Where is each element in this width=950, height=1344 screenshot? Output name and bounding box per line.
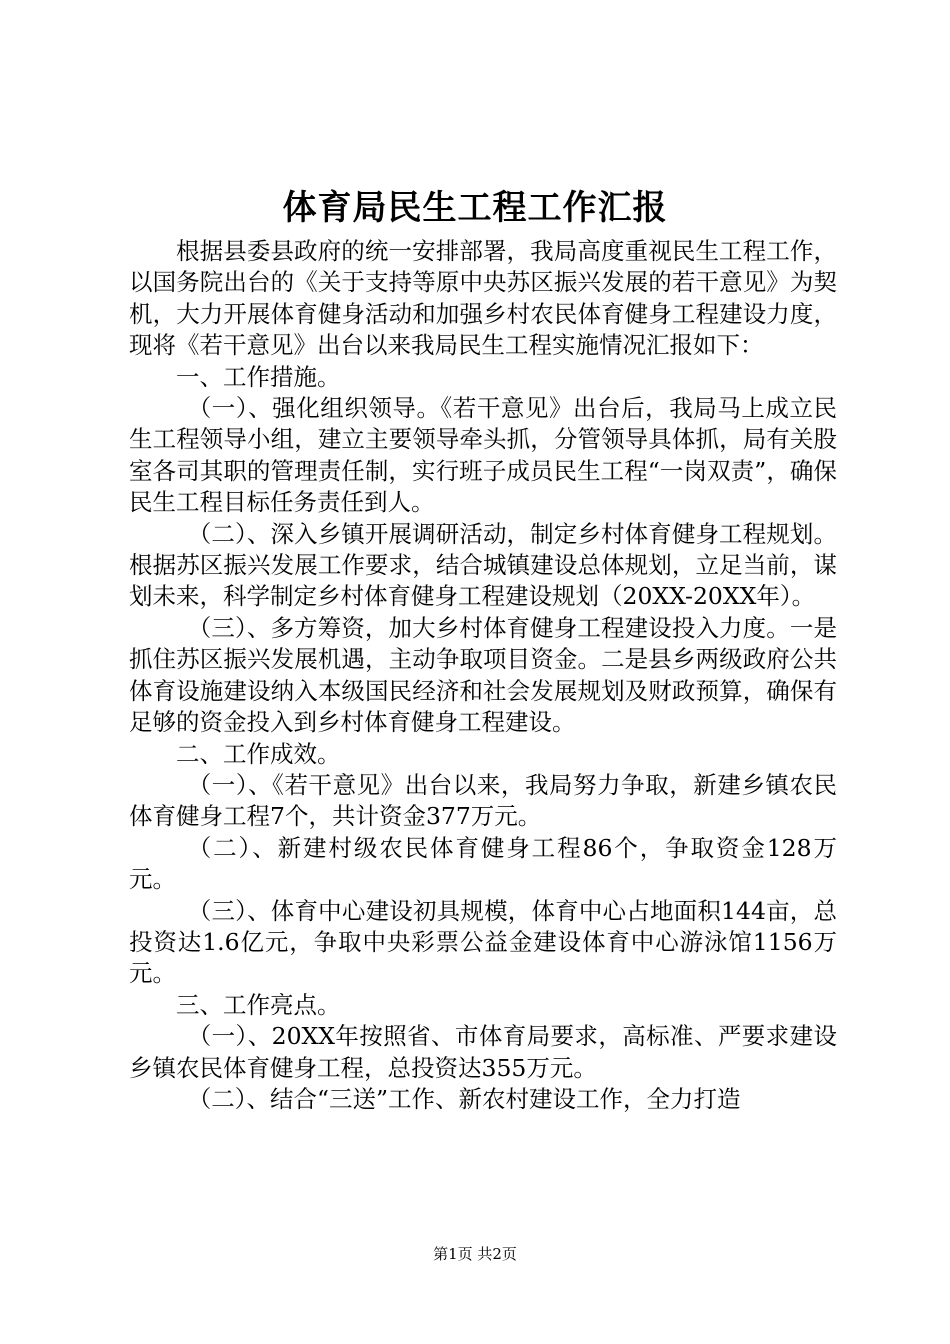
document-title: 体育局民生工程工作汇报 xyxy=(282,188,668,228)
section-heading-measures: 一、工作措施。 xyxy=(176,362,341,391)
paragraph-measure-3: （三）、多方筹资，加大乡村体育健身工程建设投入力度。一是抓住苏区振兴发展机遇，主动争取项目资金。二是县乡两级政府公共体育设施建设纳入本级国民经济和社会发展规划及财政预算，确保有足够的资金投入到乡村体育健身工程建设。 xyxy=(129,613,837,737)
document-body xyxy=(129,236,837,1115)
paragraph-highlight-1: （一）、20XX年按照省、市体育局要求，高标准、严要求建设乡镇农民体育健身工程，总投资达355万元。 xyxy=(129,1022,837,1082)
section-heading-highlights: 三、工作亮点。 xyxy=(176,990,341,1019)
paragraph-result-3: （三）、体育中心建设初具规模，体育中心占地面积144亩，总投资达1.6亿元，争取中央彩票公益金建设体育中心游泳馆1156万元。 xyxy=(129,896,837,988)
paragraph-result-1: （一）、《若干意见》出台以来，我局努力争取，新建乡镇农民体育健身工程7个，共计资金377万元。 xyxy=(129,770,837,831)
paragraph-intro: 根据县委县政府的统一安排部署，我局高度重视民生工程工作，以国务院出台的《关于支持等原中央苏区振兴发展的若干意见》为契机，大力开展体育健身活动和加强乡村农民体育健身工程建设力度，现将《若干意见》出台以来我局民生工程实施情况汇报如下： xyxy=(129,237,837,360)
paragraph-measure-1: （一）、强化组织领导。《若干意见》出台后，我局马上成立民生工程领导小组，建立主要领导牵头抓，分管领导具体抓，局有关股室各司其职的管理责任制，实行班子成员民生工程“一岗双责”，确保民生工程目标任务责任到人。 xyxy=(129,394,837,517)
paragraph-measure-2: （二）、深入乡镇开展调研活动，制定乡村体育健身工程规划。根据苏区振兴发展工作要求，结合城镇建设总体规划，立足当前，谋划未来，科学制定乡村体育健身工程建设规划（20XX-20XX年）。 xyxy=(129,519,837,611)
paragraph-result-2: （二）、新建村级农民体育健身工程86个，争取资金128万元。 xyxy=(129,833,837,894)
section-heading-results: 二、工作成效。 xyxy=(176,739,341,768)
paragraph-highlight-2: （二）、结合“三送”工作、新农村建设工作，全力打造 xyxy=(187,1084,741,1113)
page-number-footer: 第1页 共2页 xyxy=(433,1245,517,1263)
